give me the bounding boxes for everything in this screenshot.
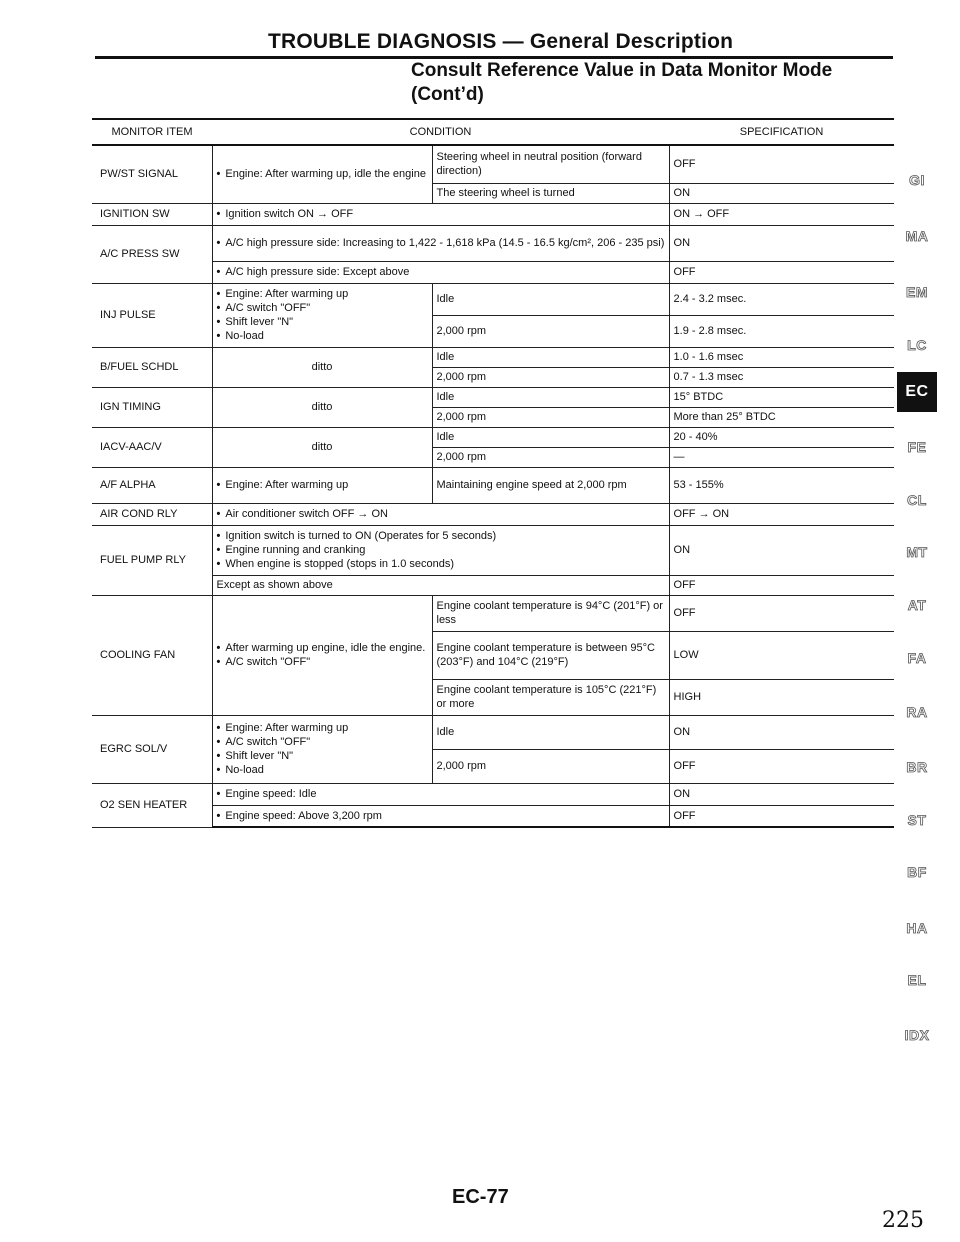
table-row: [92, 427, 894, 447]
page-header-title: TROUBLE DIAGNOSIS — General Description: [268, 30, 734, 53]
condition-cell: ditto: [212, 427, 432, 467]
sub-condition-cell: Idle: [432, 387, 669, 407]
spec-cell: ON: [669, 225, 894, 261]
spec-cell: ON: [669, 783, 894, 805]
sub-condition-cell: Maintaining engine speed at 2,000 rpm: [432, 467, 669, 503]
condition-cell: • Engine: After warming up: [212, 467, 432, 503]
subtitle-line-2: (Cont’d): [411, 84, 484, 105]
condition-cell: • After warming up engine, idle the engine. • A/C switch "OFF": [212, 595, 432, 715]
section-page-number: EC-77: [452, 1186, 509, 1208]
table-row: [92, 145, 894, 183]
spec-cell: ON: [669, 715, 894, 749]
condition-cell: • Air conditioner switch OFF → ON: [212, 503, 669, 525]
spec-cell: 1.9 - 2.8 msec.: [669, 315, 894, 347]
section-tab-cl[interactable]: CL: [907, 492, 927, 508]
monitor-item: AIR COND RLY: [92, 503, 212, 525]
section-tab-em[interactable]: EM: [906, 284, 928, 300]
spec-cell: ON → OFF: [669, 203, 894, 225]
spec-cell: HIGH: [669, 679, 894, 715]
condition-cell: Except as shown above: [212, 575, 669, 595]
table-row: [92, 467, 894, 503]
table-row: [92, 203, 894, 225]
spec-cell: OFF: [669, 145, 894, 183]
spec-cell: —: [669, 447, 894, 467]
spec-cell: 2.4 - 3.2 msec.: [669, 283, 894, 315]
table-row: [92, 387, 894, 407]
spec-cell: OFF → ON: [669, 503, 894, 525]
monitor-item: IACV-AAC/V: [92, 427, 212, 467]
monitor-item: INJ PULSE: [92, 283, 212, 347]
condition-cell: • A/C high pressure side: Increasing to 1,422 - 1,618 kPa (14.5 - 16.5 kg/cm², 206 - 235 psi): [212, 225, 669, 261]
column-header-condition: CONDITION: [212, 119, 669, 145]
sub-condition-cell: Engine coolant temperature is 94°C (201°F) or less: [432, 595, 669, 631]
sub-condition-cell: 2,000 rpm: [432, 749, 669, 783]
spec-cell: 20 - 40%: [669, 427, 894, 447]
table-row: [92, 261, 894, 283]
spec-cell: ON: [669, 183, 894, 203]
reference-value-table: [92, 118, 894, 828]
section-tab-ma[interactable]: MA: [905, 228, 929, 244]
table-row: [92, 715, 894, 749]
condition-cell: ditto: [212, 347, 432, 387]
sub-condition-cell: Idle: [432, 427, 669, 447]
spec-cell: 53 - 155%: [669, 467, 894, 503]
condition-cell: ditto: [212, 387, 432, 427]
table-row: [92, 595, 894, 631]
condition-cell: • A/C high pressure side: Except above: [212, 261, 669, 283]
monitor-item: B/FUEL SCHDL: [92, 347, 212, 387]
table-row: [92, 503, 894, 525]
table-row: [92, 283, 894, 315]
section-tab-lc[interactable]: LC: [907, 337, 927, 353]
table-row: [92, 347, 894, 367]
spec-cell: OFF: [669, 595, 894, 631]
table-row: [92, 225, 894, 261]
sub-condition-cell: Idle: [432, 347, 669, 367]
section-tab-at[interactable]: AT: [907, 597, 927, 613]
sub-condition-cell: The steering wheel is turned: [432, 183, 669, 203]
condition-cell: • Ignition switch ON → OFF: [212, 203, 669, 225]
condition-cell: • Engine: After warming up • A/C switch "OFF" • Shift lever "N" • No-load: [212, 283, 432, 347]
condition-cell: • Ignition switch is turned to ON (Operates for 5 seconds) • Engine running and cranking • When engine is stopped (stops in 1.0 seconds): [212, 525, 669, 575]
monitor-item: IGN TIMING: [92, 387, 212, 427]
spec-cell: OFF: [669, 261, 894, 283]
table-row: [92, 575, 894, 595]
section-tab-el[interactable]: EL: [907, 972, 927, 988]
subtitle-line-1: Consult Reference Value in Data Monitor Mode: [411, 60, 833, 81]
sub-condition-cell: Engine coolant temperature is between 95°C (203°F) and 104°C (219°F): [432, 631, 669, 679]
spec-cell: More than 25° BTDC: [669, 407, 894, 427]
spec-cell: OFF: [669, 575, 894, 595]
spec-cell: OFF: [669, 805, 894, 827]
column-header-monitor-item: MONITOR ITEM: [92, 119, 212, 145]
section-tab-st[interactable]: ST: [907, 812, 927, 828]
section-tab-fe[interactable]: FE: [907, 439, 927, 455]
spec-cell: 1.0 - 1.6 msec: [669, 347, 894, 367]
sub-condition-cell: 2,000 rpm: [432, 447, 669, 467]
monitor-item: IGNITION SW: [92, 203, 212, 225]
sub-condition-cell: Steering wheel in neutral position (forward direction): [432, 145, 669, 183]
spec-cell: 0.7 - 1.3 msec: [669, 367, 894, 387]
condition-cell: • Engine: After warming up, idle the engine: [212, 145, 432, 203]
section-tab-fa[interactable]: FA: [907, 650, 927, 666]
sub-condition-cell: Engine coolant temperature is 105°C (221°F) or more: [432, 679, 669, 715]
spec-cell: ON: [669, 525, 894, 575]
spec-cell: 15° BTDC: [669, 387, 894, 407]
monitor-item: EGRC SOL/V: [92, 715, 212, 783]
section-tab-bf[interactable]: BF: [907, 864, 927, 880]
sub-condition-cell: 2,000 rpm: [432, 407, 669, 427]
condition-cell: • Engine speed: Idle: [212, 783, 669, 805]
sub-condition-cell: 2,000 rpm: [432, 367, 669, 387]
section-tab-ra[interactable]: RA: [906, 704, 928, 720]
table-row: [92, 525, 894, 575]
sub-condition-cell: Idle: [432, 283, 669, 315]
monitor-item: A/F ALPHA: [92, 467, 212, 503]
table-row: [92, 783, 894, 805]
condition-cell: • Engine: After warming up • A/C switch "OFF" • Shift lever "N" • No-load: [212, 715, 432, 783]
column-header-specification: SPECIFICATION: [669, 119, 894, 145]
spec-cell: LOW: [669, 631, 894, 679]
monitor-item: O2 SEN HEATER: [92, 783, 212, 827]
monitor-item: FUEL PUMP RLY: [92, 525, 212, 595]
monitor-item: COOLING FAN: [92, 595, 212, 715]
section-tab-br[interactable]: BR: [906, 759, 928, 775]
section-subtitle: [411, 59, 832, 107]
table-header-row: [92, 119, 894, 145]
spec-cell: OFF: [669, 749, 894, 783]
section-tab-ec-active[interactable]: EC: [897, 372, 937, 412]
condition-cell: • Engine speed: Above 3,200 rpm: [212, 805, 669, 827]
page-number: 225: [882, 1208, 924, 1233]
section-tab-mt[interactable]: MT: [906, 544, 928, 560]
table-row: [92, 805, 894, 827]
monitor-item: PW/ST SIGNAL: [92, 145, 212, 203]
sub-condition-cell: 2,000 rpm: [432, 315, 669, 347]
section-tab-gi[interactable]: GI: [909, 172, 925, 188]
monitor-item: A/C PRESS SW: [92, 225, 212, 283]
section-tab-ha[interactable]: HA: [906, 920, 928, 936]
section-tab-idx[interactable]: IDX: [904, 1027, 930, 1043]
sub-condition-cell: Idle: [432, 715, 669, 749]
